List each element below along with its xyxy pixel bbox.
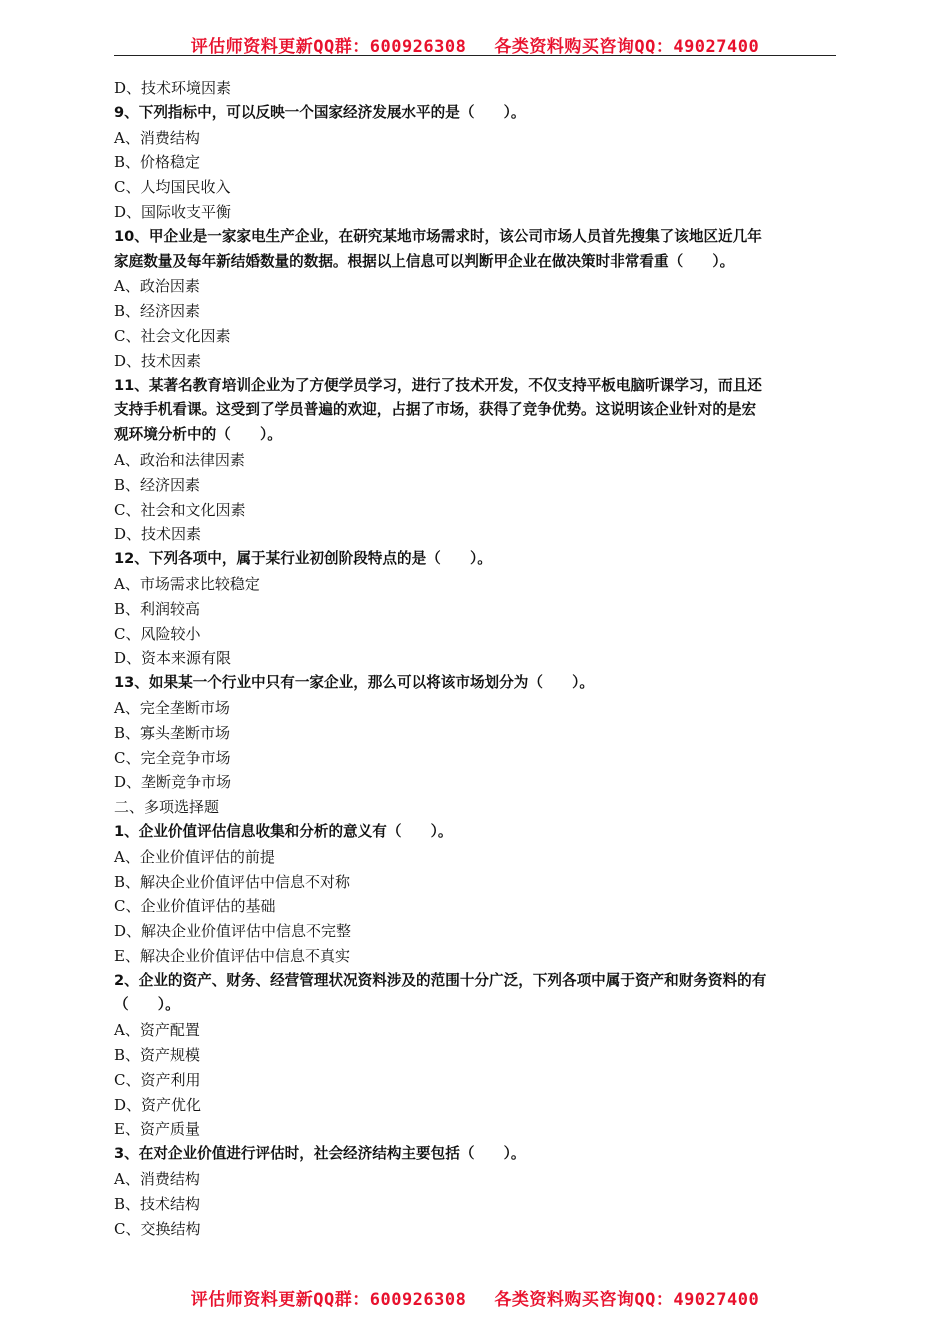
option-line: B、寡头垄断市场 bbox=[114, 723, 231, 742]
option-line: A、政治和法律因素 bbox=[114, 450, 245, 469]
option-line: E、资产质量 bbox=[114, 1120, 200, 1139]
option-line: A、消费结构 bbox=[114, 1170, 200, 1189]
question-13: 13、如果某一个行业中只有一家企业，那么可以将该市场划分为（ ）。 bbox=[114, 674, 595, 692]
option-line: A、市场需求比较稳定 bbox=[114, 574, 260, 593]
option-line: D、技术因素 bbox=[114, 525, 202, 544]
header-qq-group: 评估师资料更新QQ群：600926308 bbox=[190, 37, 467, 57]
page-footer bbox=[0, 1285, 950, 1310]
question-11-line-1: 11、某著名教育培训企业为了方便学员学习，进行了技术开发，不仅支持平板电脑听课学习，而且还 bbox=[114, 376, 762, 394]
question-9: 9、下列指标中，可以反映一个国家经济发展水平的是（ ）。 bbox=[114, 103, 526, 121]
multi-question-3: 3、在对企业价值进行评估时，社会经济结构主要包括（ ）。 bbox=[114, 1145, 526, 1163]
option-line: C、社会和文化因素 bbox=[114, 500, 246, 519]
option-line: C、社会文化因素 bbox=[114, 326, 231, 345]
option-line: D、资产优化 bbox=[114, 1095, 202, 1114]
option-line: D、垄断竞争市场 bbox=[114, 773, 232, 792]
option-line: C、资产利用 bbox=[114, 1070, 201, 1089]
question-11-line-3: 观环境分析中的（ ）。 bbox=[114, 426, 282, 444]
option-line: C、完全竞争市场 bbox=[114, 748, 231, 767]
option-line: C、交换结构 bbox=[114, 1219, 201, 1238]
section-heading: 二、多项选择题 bbox=[114, 798, 220, 817]
option-line: C、风险较小 bbox=[114, 624, 201, 643]
header-divider bbox=[114, 55, 836, 56]
multi-question-2-line-1: 2、企业的资产、财务、经营管理状况资料涉及的范围十分广泛，下列各项中属于资产和财务资料的有 bbox=[114, 971, 767, 989]
option-line: B、资产规模 bbox=[114, 1046, 201, 1065]
option-line: A、消费结构 bbox=[114, 128, 200, 147]
option-line: B、经济因素 bbox=[114, 302, 201, 321]
option-line: A、政治因素 bbox=[114, 277, 200, 296]
option-line: A、企业价值评估的前提 bbox=[114, 847, 275, 866]
multi-question-1: 1、企业价值评估信息收集和分析的意义有（ ）。 bbox=[114, 822, 453, 840]
question-10-line-1: 10、甲企业是一家家电生产企业，在研究某地市场需求时，该公司市场人员首先搜集了该地区近几年 bbox=[114, 227, 762, 245]
option-line: B、解决企业价值评估中信息不对称 bbox=[114, 872, 351, 891]
page-header bbox=[0, 32, 950, 57]
option-line: E、解决企业价值评估中信息不真实 bbox=[114, 946, 350, 965]
option-line: D、技术环境因素 bbox=[114, 79, 232, 97]
footer-qq-group: 评估师资料更新QQ群：600926308 bbox=[190, 1290, 467, 1310]
option-line: C、人均国民收入 bbox=[114, 178, 231, 197]
option-line: B、利润较高 bbox=[114, 599, 201, 618]
option-line: B、技术结构 bbox=[114, 1194, 201, 1213]
option-line: D、资本来源有限 bbox=[114, 649, 232, 668]
footer-purchase-qq: 各类资料购买咨询QQ：49027400 bbox=[494, 1290, 760, 1310]
header-purchase-qq: 各类资料购买咨询QQ：49027400 bbox=[494, 37, 760, 57]
option-line: B、价格稳定 bbox=[114, 153, 201, 172]
multi-question-2-line-2: （ ）。 bbox=[114, 996, 180, 1014]
option-line: D、国际收支平衡 bbox=[114, 202, 232, 221]
option-line: A、完全垄断市场 bbox=[114, 698, 230, 717]
option-line: A、资产配置 bbox=[114, 1021, 200, 1040]
question-12: 12、下列各项中，属于某行业初创阶段特点的是（ ）。 bbox=[114, 550, 492, 568]
option-line: D、解决企业价值评估中信息不完整 bbox=[114, 922, 352, 941]
document-body bbox=[114, 76, 838, 1241]
option-line: D、技术因素 bbox=[114, 351, 202, 370]
question-10-line-2: 家庭数量及每年新结婚数量的数据。根据以上信息可以判断甲企业在做决策时非常看重（ ）。 bbox=[114, 252, 735, 270]
option-line: C、企业价值评估的基础 bbox=[114, 897, 276, 916]
question-11-line-2: 支持手机看课。这受到了学员普遍的欢迎，占据了市场，获得了竞争优势。这说明该企业针对的是宏 bbox=[114, 401, 757, 419]
option-line: B、经济因素 bbox=[114, 475, 201, 494]
